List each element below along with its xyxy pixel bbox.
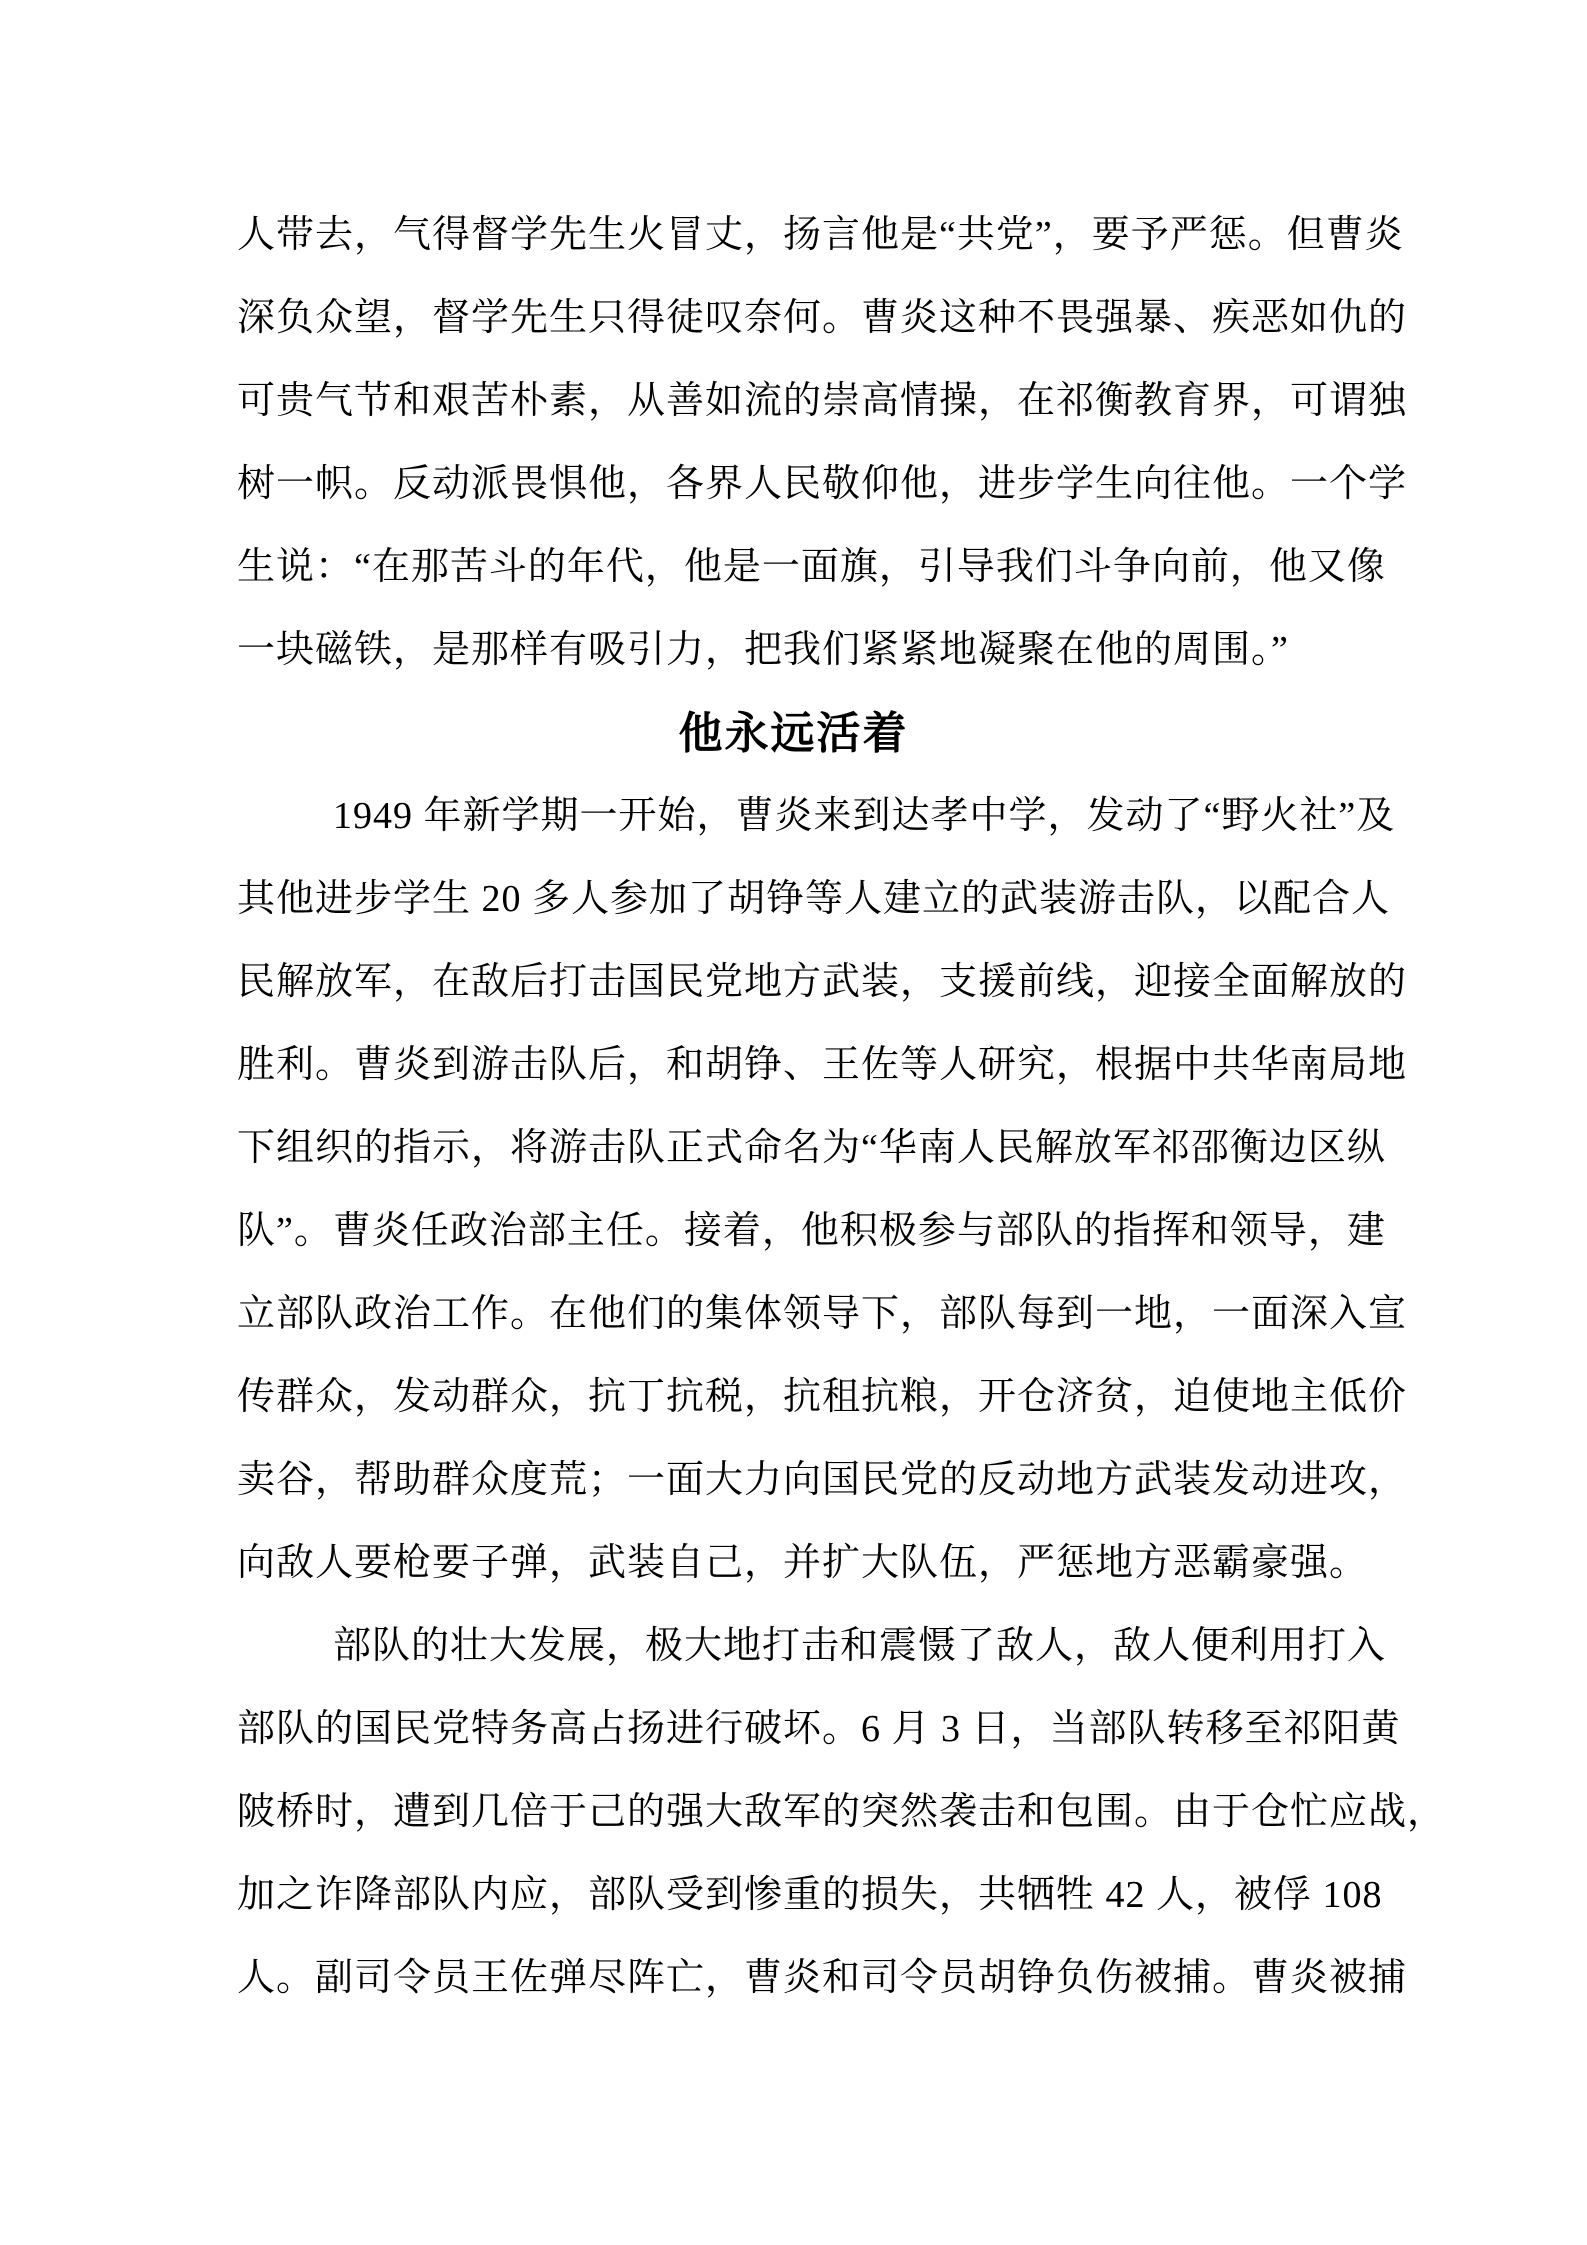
text-line: 生说：“在那苦斗的年代，他是一面旗，引导我们斗争向前，他又像	[237, 546, 1386, 588]
text-line: 立部队政治工作。在他们的集体领导下，部队每到一地，一面深入宣	[237, 1293, 1408, 1335]
text-line: 队”。曹炎任政治部主任。接着，他积极参与部队的指挥和领导，建	[237, 1210, 1386, 1252]
text-line: 下组织的指示，将游击队正式命名为“华南人民解放军祁邵衡边区纵	[237, 1127, 1386, 1169]
text-line: 胜利。曹炎到游击队后，和胡铮、王佐等人研究，根据中共华南局地	[237, 1044, 1408, 1086]
text-line: 向敌人要枪要子弹，武装自己，并扩大队伍，严惩地方恶霸豪强。	[237, 1542, 1369, 1584]
text-line: 民解放军，在敌后打击国民党地方武装，支援前线，迎接全面解放的	[237, 961, 1408, 1003]
text-line: 一块磁铁，是那样有吸引力，把我们紧紧地凝聚在他的周围。”	[237, 629, 1289, 671]
text-line: 卖谷，帮助群众度荒；一面大力向国民党的反动地方武装发动进攻，	[237, 1459, 1408, 1501]
text-line: 可贵气节和艰苦朴素，从善如流的崇高情操，在祁衡教育界，可谓独	[237, 380, 1408, 422]
text-line: 1949 年新学期一开始，曹炎来到达孝中学，发动了“野火社”及	[333, 795, 1396, 837]
text-line: 深负众望，督学先生只得徒叹奈何。曹炎这种不畏强暴、疾恶如仇的	[237, 297, 1408, 339]
section-heading: 他永远活着	[678, 709, 909, 758]
text-line: 其他进步学生 20 多人参加了胡铮等人建立的武装游击队，以配合人	[237, 878, 1391, 920]
text-line: 传群众，发动群众，抗丁抗税，抗租抗粮，开仓济贫，迫使地主低价	[237, 1376, 1408, 1418]
text-line: 加之诈降部队内应，部队受到惨重的损失，共牺牲 42 人，被俘 108	[237, 1874, 1383, 1916]
text-line: 人带去，气得督学先生火冒丈，扬言他是“共党”，要予严惩。但曹炎	[237, 214, 1404, 256]
text-line: 部队的国民党特务高占扬进行破坏。6 月 3 日，当部队转移至祁阳黄	[237, 1708, 1401, 1750]
text-block	[237, 194, 1447, 2020]
text-line: 人。副司令员王佐弹尽阵亡，曹炎和司令员胡铮负伤被捕。曹炎被捕	[237, 1957, 1408, 1999]
text-line: 树一帜。反动派畏惧他，各界人民敬仰他，进步学生向往他。一个学	[237, 463, 1408, 505]
text-line: 部队的壮大发展，极大地打击和震慑了敌人，敌人便利用打入	[333, 1625, 1387, 1667]
text-line: 陂桥时，遭到几倍于己的强大敌军的突然袭击和包围。由于仓忙应战，	[237, 1791, 1447, 1833]
